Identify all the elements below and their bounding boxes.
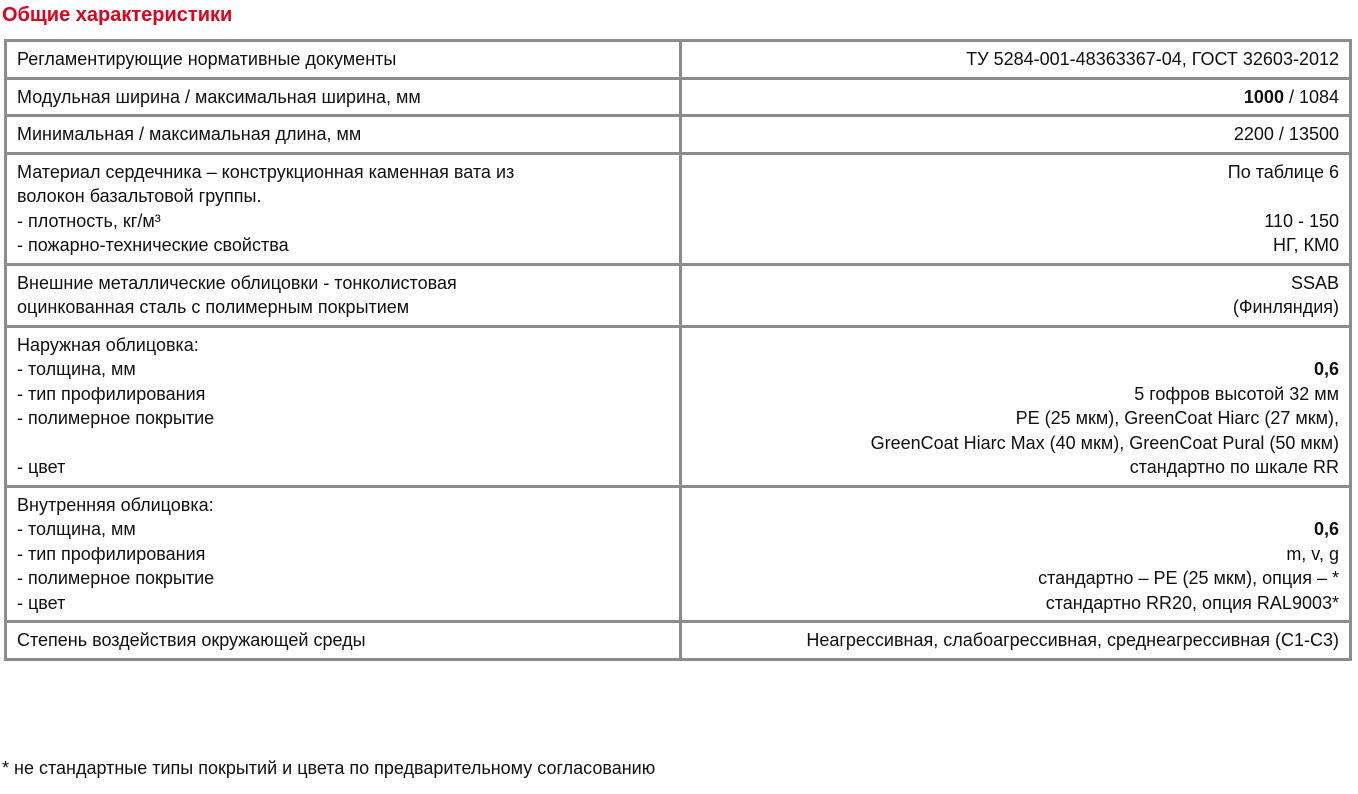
label-text: - полимерное покрытие [17, 568, 215, 588]
row-label [6, 486, 681, 622]
value-text [692, 517, 1339, 542]
value-text: Неагрессивная, слабоагрессивная, среднеагрессивная (С1-С3) [806, 630, 1339, 650]
label-text: Модульная ширина / максимальная ширина, мм [17, 86, 421, 107]
label-text: - тип профилирования [17, 543, 206, 564]
label-text: волокон базальтовой группы. [17, 186, 262, 206]
table-row [6, 326, 1351, 486]
row-value [681, 486, 1351, 622]
value-text: стандартно – PE (25 мкм), опция – * [1038, 568, 1339, 588]
table-row [6, 622, 1351, 660]
value-text: По таблице 6 [1227, 161, 1339, 182]
value-text [692, 357, 1339, 382]
value-text [692, 184, 1339, 209]
label-text: Материал сердечника – конструкционная каменная вата из [17, 161, 515, 182]
label-text: - полимерное покрытие [17, 408, 215, 428]
value-text: PE (25 мкм), GreenCoat Hiarc (27 мкм), [1015, 408, 1339, 428]
value-text: m, v, g [1286, 543, 1339, 564]
label-text: оцинкованная сталь с полимерным покрытием [17, 297, 410, 317]
value-text: 2200 / 13500 [1233, 124, 1339, 144]
row-value [681, 41, 1351, 79]
value-text: НГ, КМ0 [1272, 235, 1339, 255]
value-text: SSAB [1290, 272, 1339, 293]
label-text: Степень воздействия окружающей среды [17, 630, 366, 650]
row-value [681, 264, 1351, 326]
label-text: Регламентирующие нормативные документы [17, 49, 397, 69]
inner-thickness-value: 0,6 [1313, 519, 1339, 539]
value-text [692, 493, 1339, 518]
table-row [6, 153, 1351, 264]
value-text: стандартно RR20, опция RAL9003* [1045, 592, 1339, 613]
table-row [6, 41, 1351, 79]
row-label [6, 153, 681, 264]
row-label [6, 326, 681, 486]
value-text: ТУ 5284-001-48363367-04, ГОСТ 32603-2012 [966, 49, 1339, 69]
table-row [6, 78, 1351, 116]
row-value [681, 326, 1351, 486]
label-text: Наружная облицовка: [17, 334, 199, 355]
label-text: - плотность, кг/м³ [17, 210, 161, 231]
label-text: - толщина, мм [17, 519, 136, 539]
row-label [6, 622, 681, 660]
value-text: 5 гофров высотой 32 мм [1134, 383, 1339, 404]
value-text: GreenCoat Hiarc Max (40 мкм), GreenCoat Pural (50 мкм) [870, 432, 1339, 453]
label-text: Внутренняя облицовка: [17, 494, 214, 515]
label-text [17, 431, 669, 456]
label-text: - цвет [17, 457, 66, 477]
row-value [681, 153, 1351, 264]
label-text: Внешние металлические облицовки - тонколистовая [17, 272, 457, 293]
page-title: Общие характеристики [2, 4, 233, 26]
value-text: стандартно по шкале RR [1129, 457, 1339, 477]
specs-table [4, 39, 1352, 661]
modular-width-value: 1000 [1243, 86, 1284, 107]
row-label [6, 264, 681, 326]
row-label [6, 116, 681, 154]
table-row [6, 486, 1351, 622]
table-row [6, 264, 1351, 326]
max-width-value: / 1084 [1283, 86, 1339, 107]
footnote: * не стандартные типы покрытий и цвета по предварительному согласованию [2, 758, 656, 778]
value-text: 110 - 150 [1264, 210, 1339, 231]
row-value [681, 116, 1351, 154]
row-label [6, 41, 681, 79]
value-text: (Финляндия) [1232, 297, 1339, 317]
label-text: - пожарно-технические свойства [17, 235, 289, 255]
outer-thickness-value: 0,6 [1313, 359, 1339, 379]
value-text [692, 85, 1339, 110]
label-text: - толщина, мм [17, 359, 136, 379]
value-text [692, 333, 1339, 358]
row-label [6, 78, 681, 116]
label-text: Минимальная / максимальная длина, мм [17, 124, 362, 144]
row-value [681, 622, 1351, 660]
row-value [681, 78, 1351, 116]
label-text: - цвет [17, 592, 66, 613]
table-row [6, 116, 1351, 154]
label-text: - тип профилирования [17, 383, 206, 404]
